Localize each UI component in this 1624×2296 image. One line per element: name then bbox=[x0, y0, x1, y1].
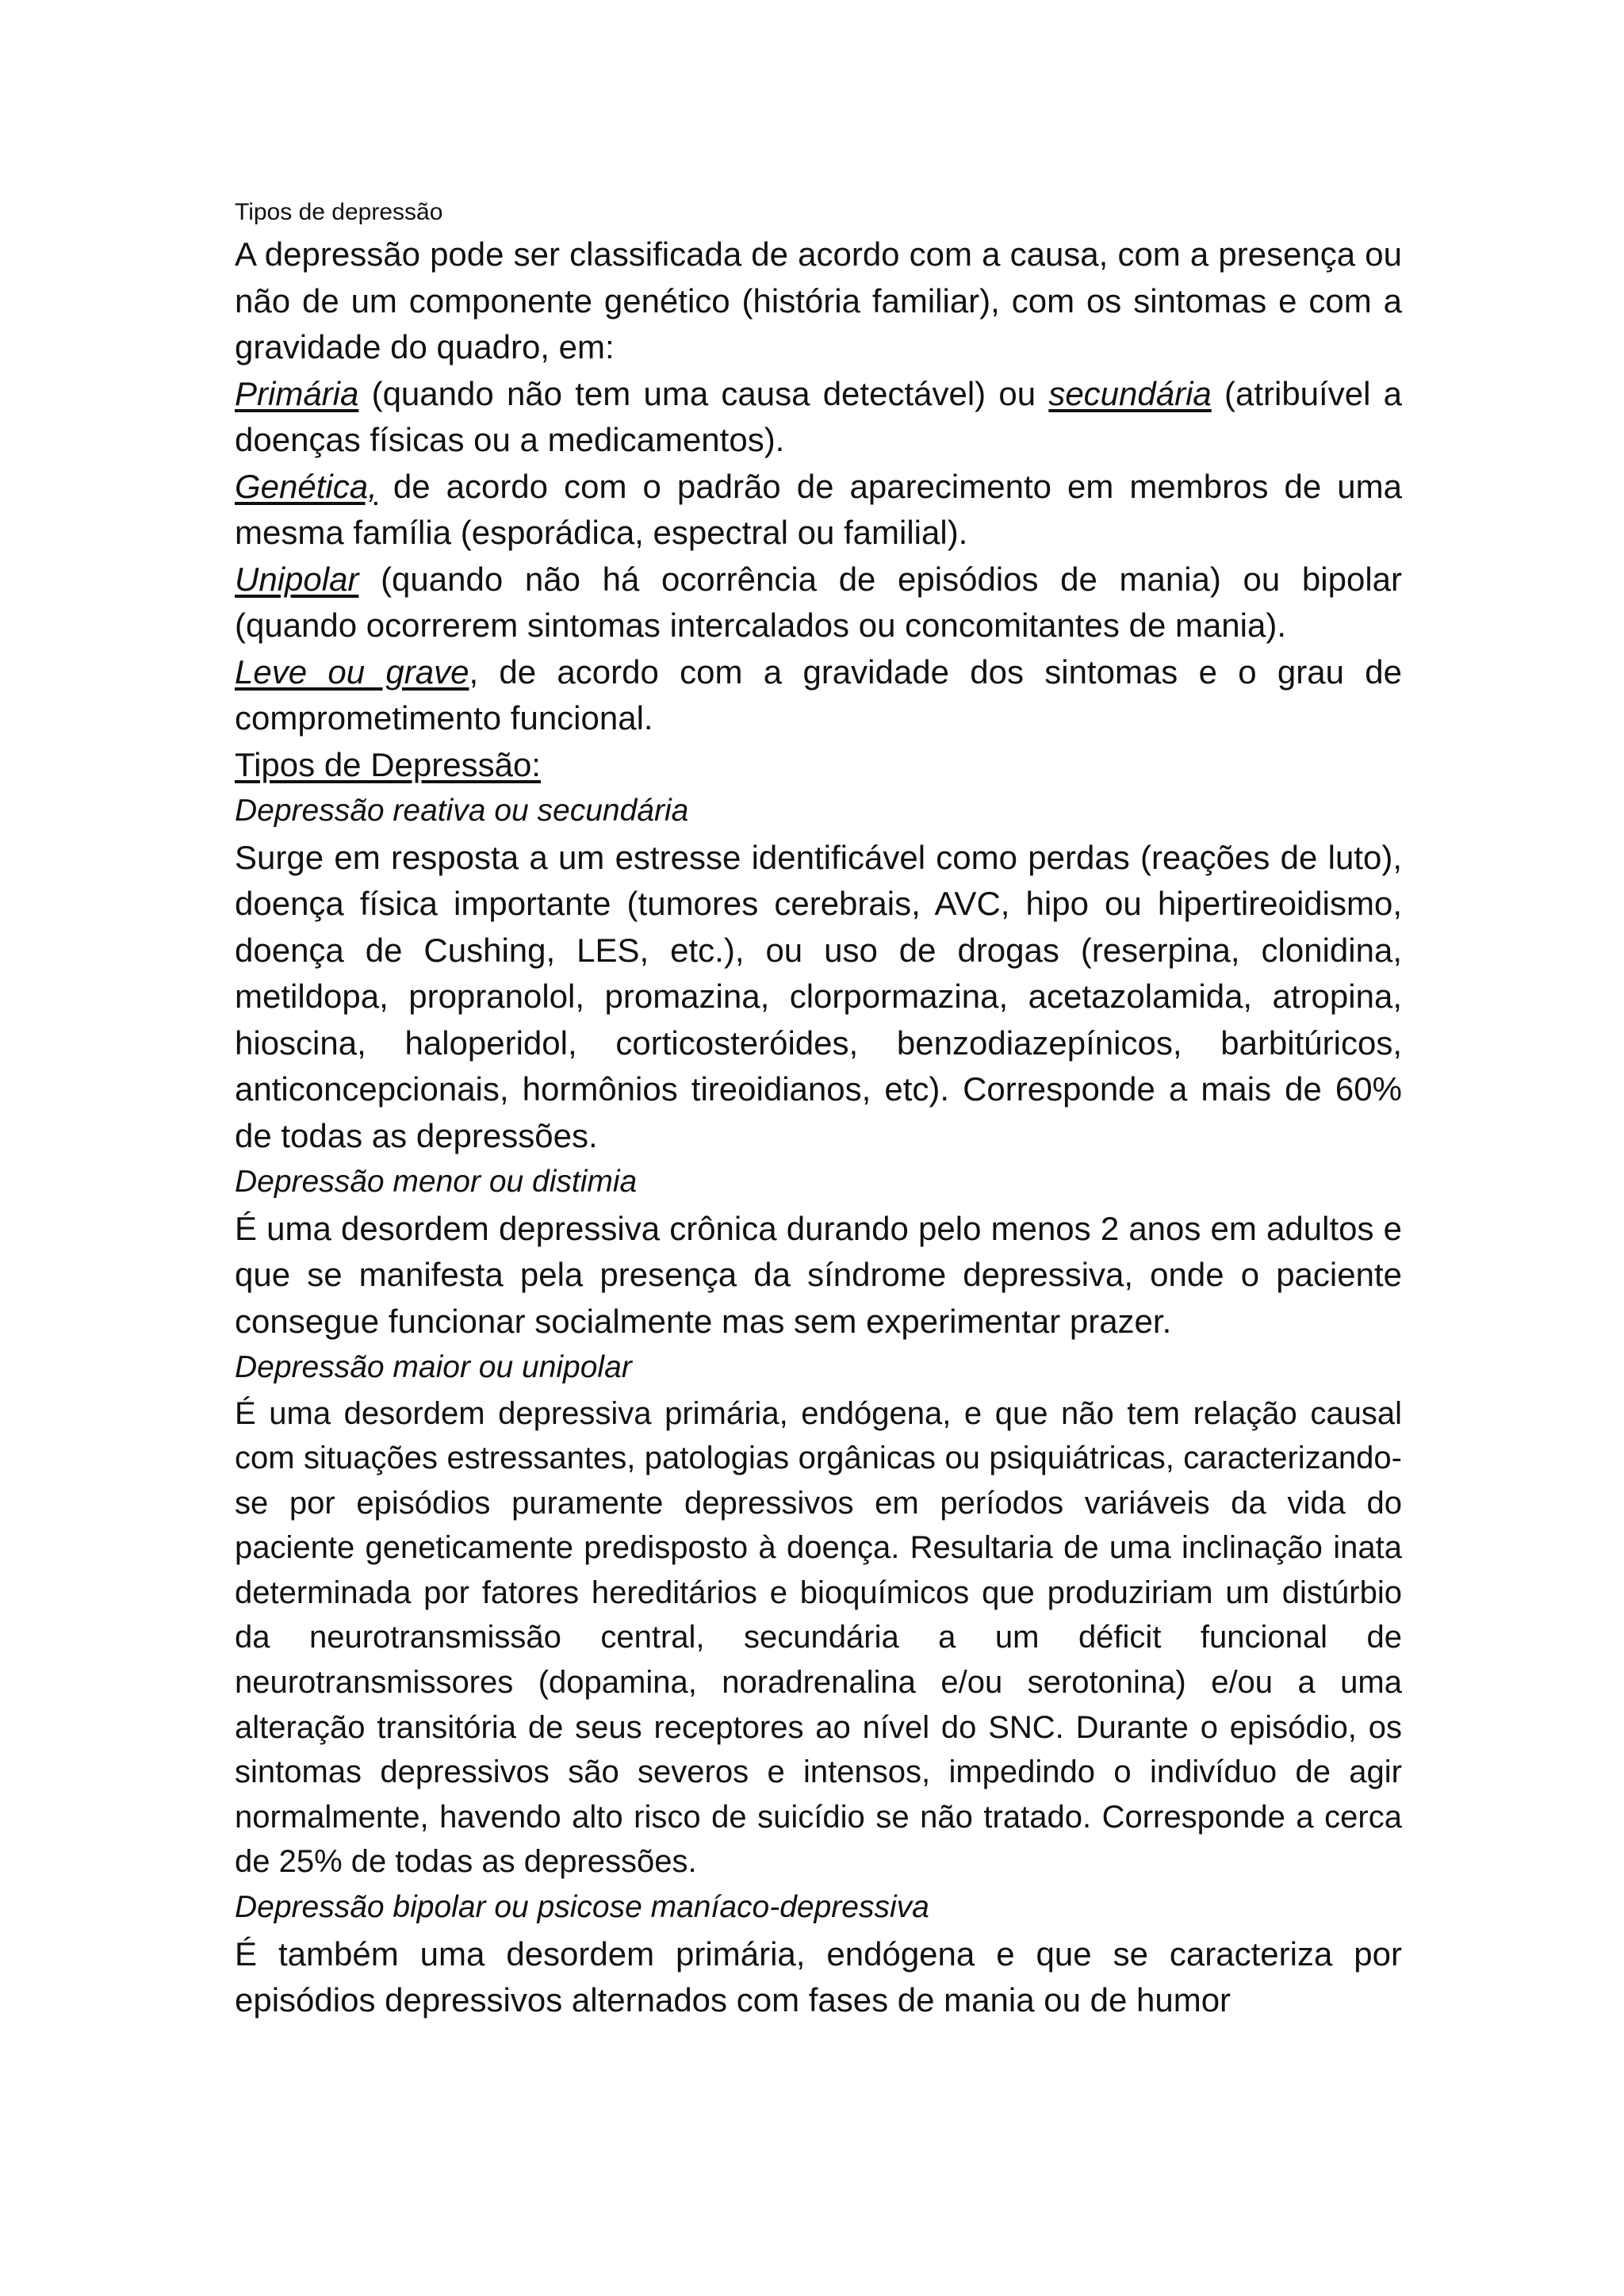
type-reativa-name: Depressão reativa ou secundária bbox=[235, 794, 689, 828]
classification-primary-text2: (atribuível a doenças físicas ou a medicamentos). bbox=[235, 374, 1402, 458]
classification-severity-text: , de acordo com a gravidade dos sintomas e o grau de comprometimento funcional. bbox=[235, 652, 1402, 737]
type-bipolar-name: Depressão bipolar ou psicose maníaco-depressiva bbox=[235, 1890, 929, 1925]
term-leve-grave: Leve ou grave bbox=[235, 652, 469, 691]
classification-genetic bbox=[235, 464, 1402, 557]
term-genetica: Genética, bbox=[235, 467, 377, 505]
type-distimia-name: Depressão menor ou distimia bbox=[235, 1165, 638, 1199]
types-heading bbox=[235, 742, 1402, 789]
type-maior-text: É uma desordem depressiva primária, endógena, e que não tem relação causal com situações estressantes, patologias orgânicas ou psiquiátricas, caracterizando-se por episódios puramente depressivos em períodos variáveis da vida do paciente geneticamente predisposto à doença. Resultaria de uma inclinação inata determinada por fatores hereditários e bioquímicos que produziriam um distúrbio da neurotransmissão central, secundária a um déficit funcional de neurotransmissores (dopamina, noradrenalina e/ou serotonina) e/ou a uma alteração transitória de seus receptores ao nível do SNC. Durante o episódio, os sintomas depressivos são severos e intensos, impedindo o indivíduo de agir normalmente, havendo alto risco de suicídio se não tratado. Corresponde a cerca de 25% de todas as depressões. bbox=[235, 1395, 1402, 1880]
term-unipolar: Unipolar bbox=[235, 560, 359, 598]
document-page bbox=[235, 197, 1402, 2024]
type-maior-name: Depressão maior ou unipolar bbox=[235, 1350, 632, 1384]
classification-genetic-text: de acordo com o padrão de aparecimento em membros de uma mesma família (esporádica, espectral ou familial). bbox=[235, 467, 1402, 551]
classification-unipolar bbox=[235, 557, 1402, 649]
classification-severity bbox=[235, 649, 1402, 742]
term-secundaria: secundária bbox=[1048, 374, 1212, 412]
term-primaria: Primária bbox=[235, 374, 359, 412]
types-heading-text: Tipos de Depressão: bbox=[235, 745, 541, 783]
type-reativa-text: Surge em resposta a um estresse identificável como perdas (reações de luto), doença física importante (tumores cerebrais, AVC, hipo ou hipertireoidismo, doença de Cushing, LES, etc.), ou uso de drogas (reserpina, clonidina, metildopa, propranolol, promazina, clorpormazina, acetazolamida, atropina, hioscina, haloperidol, corticosteróides, benzodiazepínicos, barbitúricos, anticoncepcionais, hormônios tireoidianos, etc). Corresponde a mais de 60% de todas as depressões. bbox=[235, 838, 1402, 1154]
classification-unipolar-text: (quando não há ocorrência de episódios de mania) ou bipolar (quando ocorrerem sintomas intercalados ou concomitantes de mania). bbox=[235, 560, 1402, 644]
document-title: Tipos de depressão bbox=[235, 199, 443, 225]
classification-primary-text: (quando não tem uma causa detectável) ou bbox=[358, 374, 1049, 412]
classification-primary bbox=[235, 371, 1402, 464]
type-distimia-text: É uma desordem depressiva crônica durando pelo menos 2 anos em adultos e que se manifesta pela presença da síndrome depressiva, onde o paciente consegue funcionar socialmente mas sem experimentar prazer. bbox=[235, 1209, 1402, 1340]
intro-paragraph: A depressão pode ser classificada de acordo com a causa, com a presença ou não de um componente genético (história familiar), com os sintomas e com a gravidade do quadro, em: bbox=[235, 235, 1402, 365]
type-bipolar-text: É também uma desordem primária, endógena e que se caracteriza por episódios depressivos alternados com fases de mania ou de humor bbox=[235, 1934, 1402, 2019]
